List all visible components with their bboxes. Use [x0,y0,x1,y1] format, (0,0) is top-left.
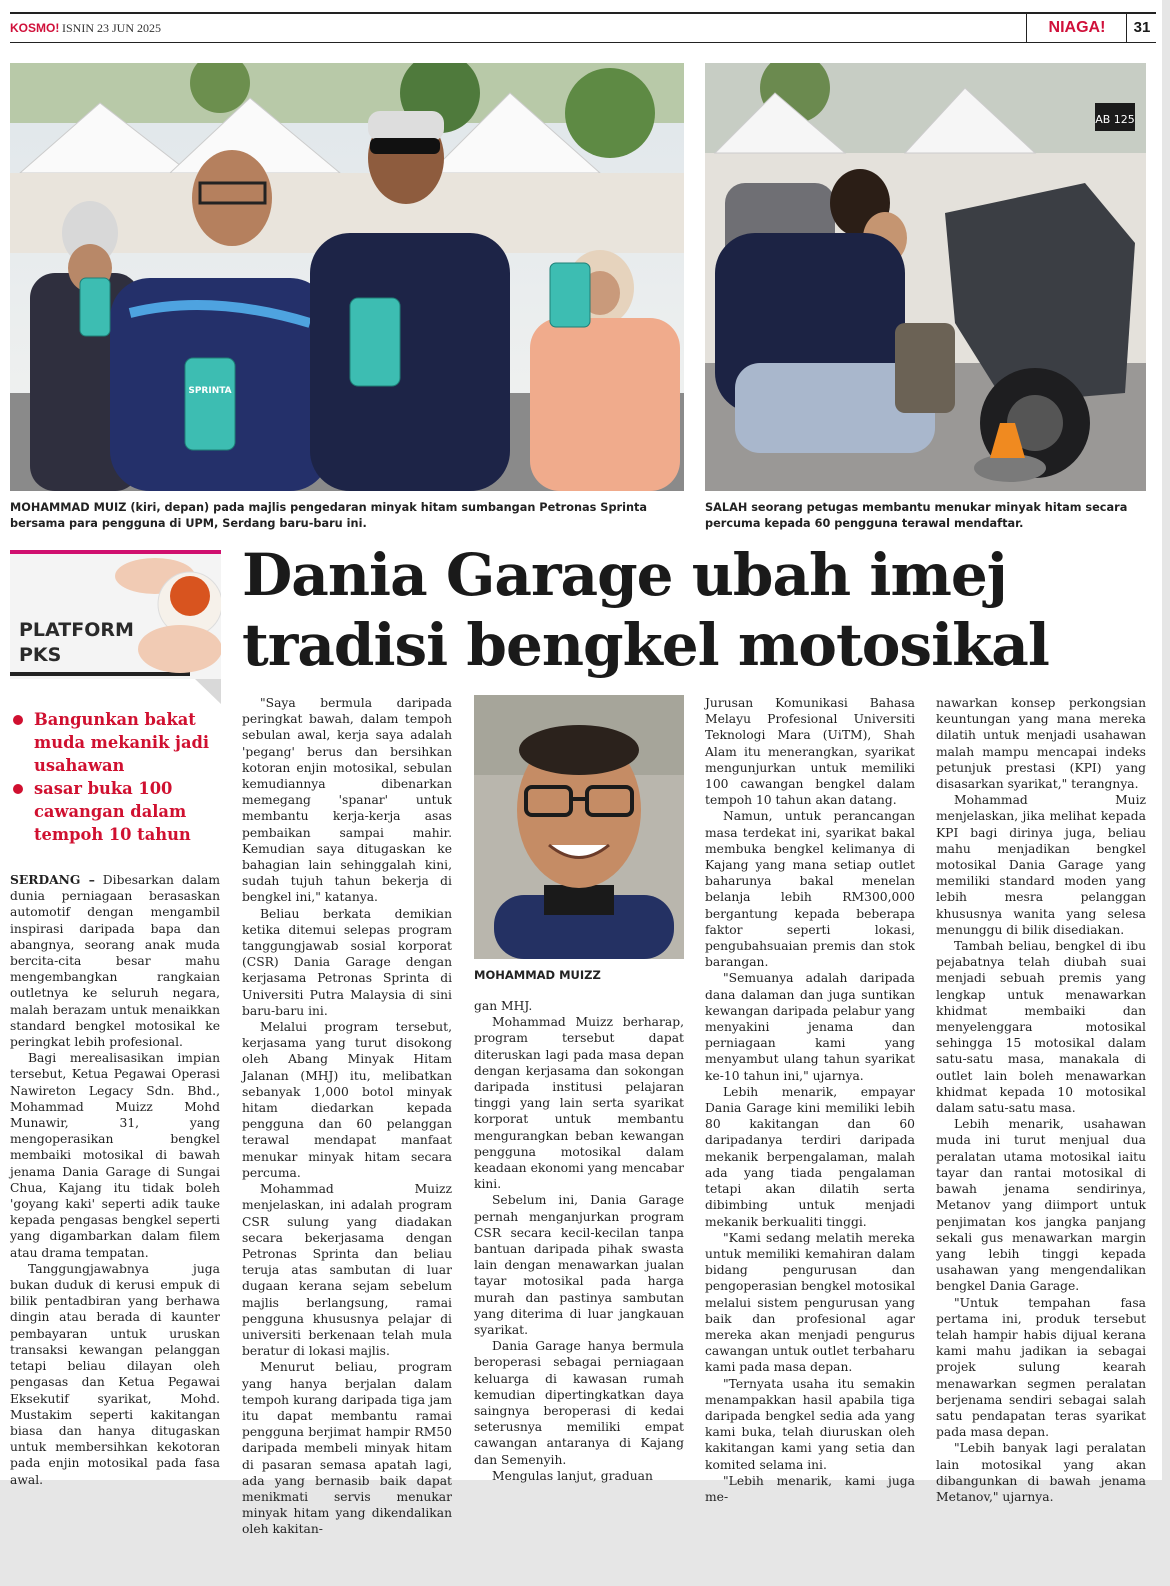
article-column-3 [474,998,684,1484]
page-header [10,12,1156,43]
article-paragraph: Tambah beliau, bengkel di ibu pejabatnya telah diubah suai menjadi sebuah premis yang lengkap untuk menawarkan khidmat membaiki dan menyelenggara motosikal sehingga 15 motosikal dalam satu-satu masa, manakala di outlet lain boleh menawarkan khidmat kepada 10 motosikal dalam satu-satu masa. [936,939,1146,1116]
portrait-photo [474,695,684,959]
highlights-list [10,708,215,846]
article-paragraph: Bagi merealisasikan impian tersebut, Ketua Pegawai Operasi Nawireton Legacy Sdn. Bhd., Mohammad Muizz Mohd Munawir, 31, yang mengoperasikan bengkel membaiki motosikal di bawah jenama Dania Garage di Sungai Chua, Kajang itu tidak boleh 'goyang kaki' seperti adik tauke kepada pengasas bengkel seperti yang digambarkan dalam filem atau drama tempatan. [10,1051,220,1260]
article-paragraph: Melalui program tersebut, kerjasama yang turut disokong oleh Abang Minyak Hitam Jalanan (MHJ) itu, melibatkan sebanyak 1,000 botol minyak hitam diedarkan kepada pengguna dan 60 pelanggan terawal mendapat manfaat menukar minyak hitam secara percuma. [242,1020,452,1180]
headline [242,540,1049,680]
article-column-2 [242,695,452,1538]
highlight-item: Bangunkan bakat muda mekanik jadi usahawan [10,708,215,777]
article-paragraph: "Ternyata usaha itu semakin menampakkan hasil apabila tiga daripada bengkel sedia ada yang kami buka, telah diuruskan oleh kakitangan kami yang setia dan komited selama ini. [705,1376,915,1472]
article-paragraph: Menurut beliau, program yang hanya berjalan dalam tempoh kurang daripada tiga jam itu dapat membantu ramai pengguna berjimat hampir RM50 daripada membeli minyak hitam di pasaran semasa apatah lagi, ada yang bernasib baik dapat menikmati servis menukar minyak hitam yang dikendalikan oleh kakitan- [242,1360,452,1537]
portrait-caption: MOHAMMAD MUIZZ [474,968,601,982]
photo-distribution-event [10,63,684,491]
article-column-4 [705,695,915,1505]
tag-line1: PLATFORM [19,619,134,641]
article-paragraph: Mohammad Muiz menjelaskan, jika melihat kepada KPI bagi dirinya juga, beliau mahu menjadikan bengkel motosikal Dania Garage yang memiliki standard moden yang lebih mesra pelanggan khususnya wanita yang selesa menunggu di bilik disediakan. [936,793,1146,937]
tag-line2: PKS [19,644,62,666]
platform-pks-tag [10,550,221,703]
article-paragraph: Tanggungjawabnya juga bukan duduk di kerusi empuk di bilik pentadbiran yang berhawa dingin atau berada di kaunter pembayaran untuk uruskan transaksi kewangan pelanggan tetapi beliau dilayan oleh pengasas dan Ketua Pegawai Eksekutif syarikat, Mohd. Mustakim seperti kakitangan biasa dan hanya ditugaskan untuk membersihkan kekotoran pada enjin motosikal pada fasa awal. [10,1261,220,1487]
photo-caption-left: MOHAMMAD MUIZ (kiri, depan) pada majlis pengedaran minyak hitam sumbangan Petronas Sprinta bersama para pengguna di UPM, Serdang baru-baru ini. [10,501,648,530]
tag-label [19,618,134,668]
article-paragraph: Lebih menarik, empayar Dania Garage kini memiliki lebih 80 kakitangan dan 60 daripadanya terdiri daripada mekanik berpengalaman, malah ada yang tiada pengalaman tetapi akan dilatih serta dibimbing untuk menjadi mekanik berkualiti tinggi. [705,1084,915,1229]
article-paragraph: Jurusan Komunikasi Bahasa Melayu Profesional Universiti Teknologi Mara (UiTM), Shah Alam itu menerangkan, syarikat mengunjurkan untuk memiliki 100 cawangan bengkel dalam tempoh 10 tahun akan datang. [705,696,915,808]
article-column-5 [936,695,1146,1505]
article-paragraph: Namun, untuk perancangan masa terdekat ini, syarikat bakal membuka bengkel kelimanya di Kajang yang mana setiap outlet baharunya bakal menelan belanja lebih RM300,000 bergantung kepada beberapa faktor seperti lokasi, pengubahsuaian premis dan stok barangan. [705,809,915,970]
bottle-label: SPRINTA [188,386,232,396]
article-paragraph: "Untuk tempahan fasa pertama ini, produk tersebut telah hampir habis dijual kerana kami mahu jadikan ia sebagai projek sulung kearah menawarkan segmen peralatan berjenama sendiri sebagai salah satu pendapatan teras syarikat pada masa depan. [936,1295,1146,1440]
photo-oil-change [705,63,1146,491]
article-paragraph: Mohammad Muizz menjelaskan, ini adalah program CSR sulung yang diadakan secara bekerjasama dengan Petronas Sprinta dan beliau teruja atas sambutan di luar dugaan kerana sejam sebelum majlis berlangsung, ramai pengguna khususnya pelajar di universiti berkenaan telah mula beratur di lokasi majlis. [242,1182,452,1359]
article-paragraph: Sebelum ini, Dania Garage pernah menganjurkan program CSR secara kecil-kecilan tanpa bantuan daripada pihak swasta lain dengan menawarkan jualan tayar motosikal pada harga murah dan pastinya sambutan yang diterima di luar jangkauan syarikat. [474,1193,684,1338]
article-paragraph: Mohammad Muizz berharap, program tersebut dapat diteruskan lagi pada masa depan dengan kerjasama dan sokongan daripada institusi pelajaran tinggi yang lain serta syarikat korporat untuk membantu mengurangkan beban kewangan pengguna motosikal dalam keadaan ekonomi yang mencabar kini. [474,1015,684,1192]
highlight-item: sasar buka 100 cawangan dalam tempoh 10 tahun [10,777,215,846]
article-paragraph: "Saya bermula daripada peringkat bawah, dalam tempoh sebulan awal, kerja saya adalah 'pegang' berus dan bersihkan kotoran enjin motosikal, sebulan kemudiannya dibenarkan memegang 'spanar' untuk membantu kerja-kerja asas pembaikan sampai mahir. Kemudian saya ditugaskan ke bahagian lain sehinggalah kini, sudah tujuh tahun bekerja di bengkel ini," katanya. [242,696,452,905]
article-paragraph: "Kami sedang melatih mereka untuk memiliki kemahiran dalam bidang pengurusan dan pengoperasian bengkel motosikal melalui sistem pengurusan yang baik dan profesional agar mereka akan menjadi pengurus cawangan untuk outlet terbaharu kami pada masa depan. [705,1230,915,1375]
page-number: 31 [1126,14,1157,42]
license-plate: AB 125 [1095,113,1135,126]
issue-date: ISNIN 23 JUN 2025 [62,21,161,35]
article-paragraph: Beliau berkata demikian ketika ditemui selepas program tanggungjawab sosial korporat (CSR) Dania Garage dengan kerjasama Petronas Sprinta di Universiti Putra Malaysia di sini baru-baru ini. [242,906,452,1018]
article-paragraph: gan MHJ. [474,999,533,1013]
article-paragraph: "Lebih banyak lagi peralatan lain motosikal yang akan dibangunkan di bawah jenama Metanov," ujarnya. [936,1441,1146,1504]
article-paragraph: Lebih menarik, usahawan muda ini turut menjual dua peralatan utama motosikal iaitu tayar dan rantai motosikal di bawah jenama sendirinya, Metanov yang diimport untuk penjimatan kos jangka panjang sekali gus menawarkan margin yang lebih tinggi kepada usahawan yang mengendalikan bengkel Dania Garage. [936,1117,1146,1294]
photo-caption-right: SALAH seorang petugas membantu menukar minyak hitam secara percuma kepada 60 pengguna terawal mendaftar. [705,501,1128,530]
article-paragraph: "Semuanya adalah daripada dana dalaman dan juga suntikan kewangan daripada pelabur yang menyakini jenama dan perniagaan kami yang menyambut ulang tahun syarikat ke-10 tahun ini," ujarnya. [705,971,915,1083]
section-name: NIAGA! [1026,14,1127,42]
publication-name: KOSMO! [10,21,60,35]
dateline: SERDANG – [10,872,95,887]
article-paragraph: Dania Garage hanya bermula beroperasi sebagai perniagaan keluarga di kawasan rumah kemudian dipertingkatkan daya saingnya beroperasi di kedai seterusnya memiliki empat cawangan antaranya di Kajang dan Semenyih. [474,1339,684,1467]
article-paragraph: nawarkan konsep perkongsian keuntungan yang mana mereka dilatih untuk menjadi usahawan malah mampu mencapai indeks petunjuk prestasi (KPI) yang disasarkan syarikat," terangnya. [936,696,1146,792]
article-column-1 [10,872,220,1488]
article-paragraph: Mengulas lanjut, graduan [492,1468,653,1483]
article-paragraph: "Lebih menarik, kami juga me- [705,1473,915,1504]
headline-line1: Dania Garage ubah imej [242,541,1007,609]
article-paragraph: SERDANG – Dibesarkan dalam dunia perniagaan berasaskan automotif dengan mengambil inspirasi daripada bapa dan abangnya, seorang anak muda bercita-cita besar mahu mengembangkan rangkaian outletnya ke seluruh negara, malah berazam untuk menaikkan standard bengkel motosikal ke peringkat lebih profesional. [10,872,220,1050]
headline-line2: tradisi bengkel motosikal [242,611,1049,679]
